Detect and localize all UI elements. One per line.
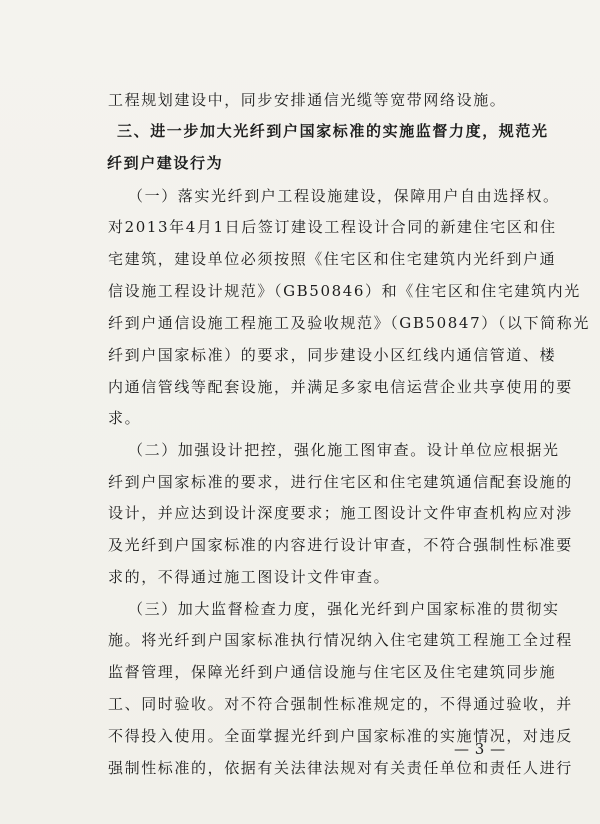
section-heading-line: 纤到户建设行为 [107,154,224,172]
paragraph-line: 工程规划建设中，同步安排通信光缆等宽带网络设施。 [108,91,507,109]
paragraph-line: 及光纤到户国家标准的内容进行设计审查，不符合强制性标准要 [108,536,573,554]
paragraph-line: （二）加强设计把控，强化施工图审查。设计单位应根据光 [128,441,560,459]
paragraph-line: 设计，并应达到设计深度要求；施工图设计文件审查机构应对涉 [108,504,573,522]
paragraph-line: 纤到户国家标准的要求，进行住宅区和住宅建筑通信配套设施的 [108,473,573,491]
page-number: — 3 — [454,740,506,758]
paragraph-line: （三）加大监督检查力度，强化光纤到户国家标准的贯彻实 [128,600,560,618]
paragraph-line: 求。 [108,409,142,427]
paragraph-line: 纤到户通信设施工程施工及验收规范》（GB50847）（以下简称光 [108,314,590,332]
paragraph-line: 强制性标准的，依据有关法律法规对有关责任单位和责任人进行 [108,759,573,777]
paragraph-line: 对2013年4月1日后签订建设工程设计合同的新建住宅区和住 [108,218,557,236]
paragraph-line: 求的，不得通过施工图设计文件审查。 [108,568,391,586]
paragraph-line: 不得投入使用。全面掌握光纤到户国家标准的实施情况，对违反 [108,727,573,745]
paragraph-line: 宅建筑，建设单位必须按照《住宅区和住宅建筑内光纤到户通 [108,250,557,268]
paragraph-line: 工、同时验收。对不符合强制性标准规定的，不得通过验收，并 [108,695,573,713]
paragraph-line: 施。将光纤到户国家标准执行情况纳入住宅建筑工程施工全过程 [108,631,573,649]
paragraph-line: 纤到户国家标准）的要求，同步建设小区红线内通信管道、楼 [108,346,557,364]
section-heading-line: 三、进一步加大光纤到户国家标准的实施监督力度，规范光 [117,122,549,140]
paragraph-line: 内通信管线等配套设施，并满足多家电信运营企业共享使用的要 [108,378,573,396]
paragraph-line: 监督管理，保障光纤到户通信设施与住宅区及住宅建筑同步施 [108,663,557,681]
paragraph-line: 信设施工程设计规范》（GB50846）和《住宅区和住宅建筑内光 [108,282,581,300]
paragraph-line: （一）落实光纤到户工程设施建设，保障用户自由选择权。 [128,187,560,205]
